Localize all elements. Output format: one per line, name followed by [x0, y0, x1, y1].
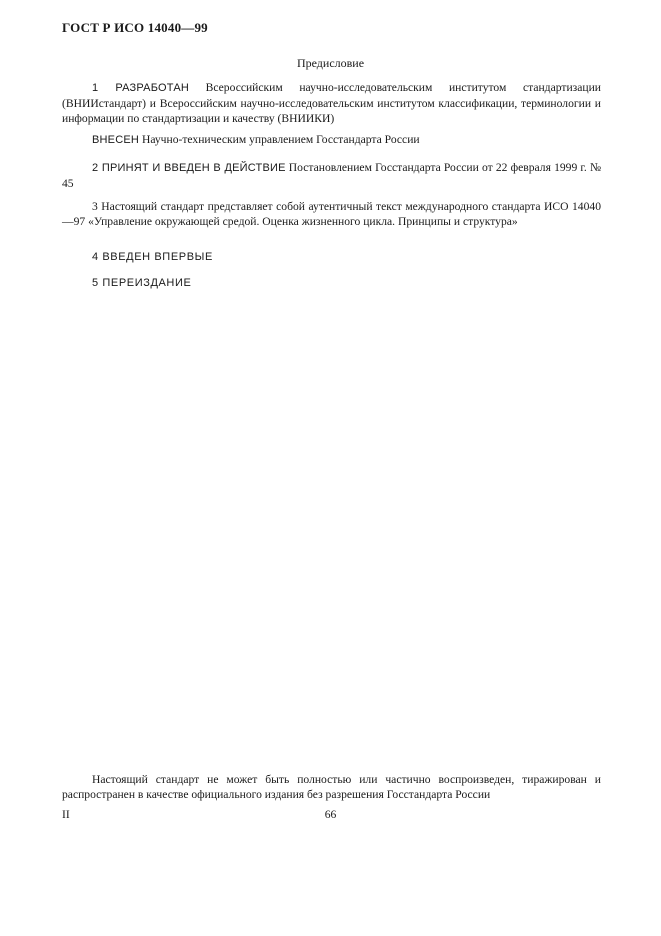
paragraph-introduced	[62, 132, 601, 148]
paragraph-reissue	[62, 275, 601, 291]
paragraph-text: Всероссийским научно-исследовательским институтом стандартизации (ВНИИстандарт) и Всероссийским научно-исследовательским институтом классификации, терминологии и информации по стандартизации и качеству (ВНИИКИ)	[62, 81, 601, 125]
copyright-notice: Настоящий стандарт не может быть полностью или частично воспроизведен, тиражирован и распространен в качестве официального издания без разрешения Госстандарта России	[62, 773, 601, 801]
paragraph-text: Научно-техническим управлением Госстандарта России	[139, 133, 420, 146]
roman-page-number: II	[62, 808, 70, 821]
standard-designation: ГОСТ Р ИСО 14040—99	[62, 20, 208, 35]
paragraph-authentic-text	[62, 199, 601, 229]
paragraph-adopted	[62, 160, 601, 191]
paragraph-lead: ВНЕСЕН	[92, 134, 140, 146]
paragraph-lead: 5 ПЕРЕИЗДАНИЕ	[92, 277, 192, 289]
paragraph-lead: 1 РАЗРАБОТАН	[92, 82, 189, 94]
preface-title: Предисловие	[296, 56, 365, 70]
paragraph-developed	[62, 80, 601, 126]
paragraph-text: 3 Настоящий стандарт представляет собой аутентичный текст международного стандарта ИСО 14040—97 «Управление окружающей средой. Оценка жизненного цикла. Принципы и структура»	[62, 200, 601, 228]
paragraph-first-introduced	[62, 249, 601, 265]
paragraph-lead: 4 ВВЕДЕН ВПЕРВЫЕ	[92, 251, 213, 263]
paragraph-text: Постановлением Госстандарта России от 22 февраля 1999 г. № 45	[62, 161, 602, 190]
paragraph-lead: 2 ПРИНЯТ И ВВЕДЕН В ДЕЙСТВИЕ	[92, 162, 286, 174]
page-number: 66	[324, 808, 337, 821]
